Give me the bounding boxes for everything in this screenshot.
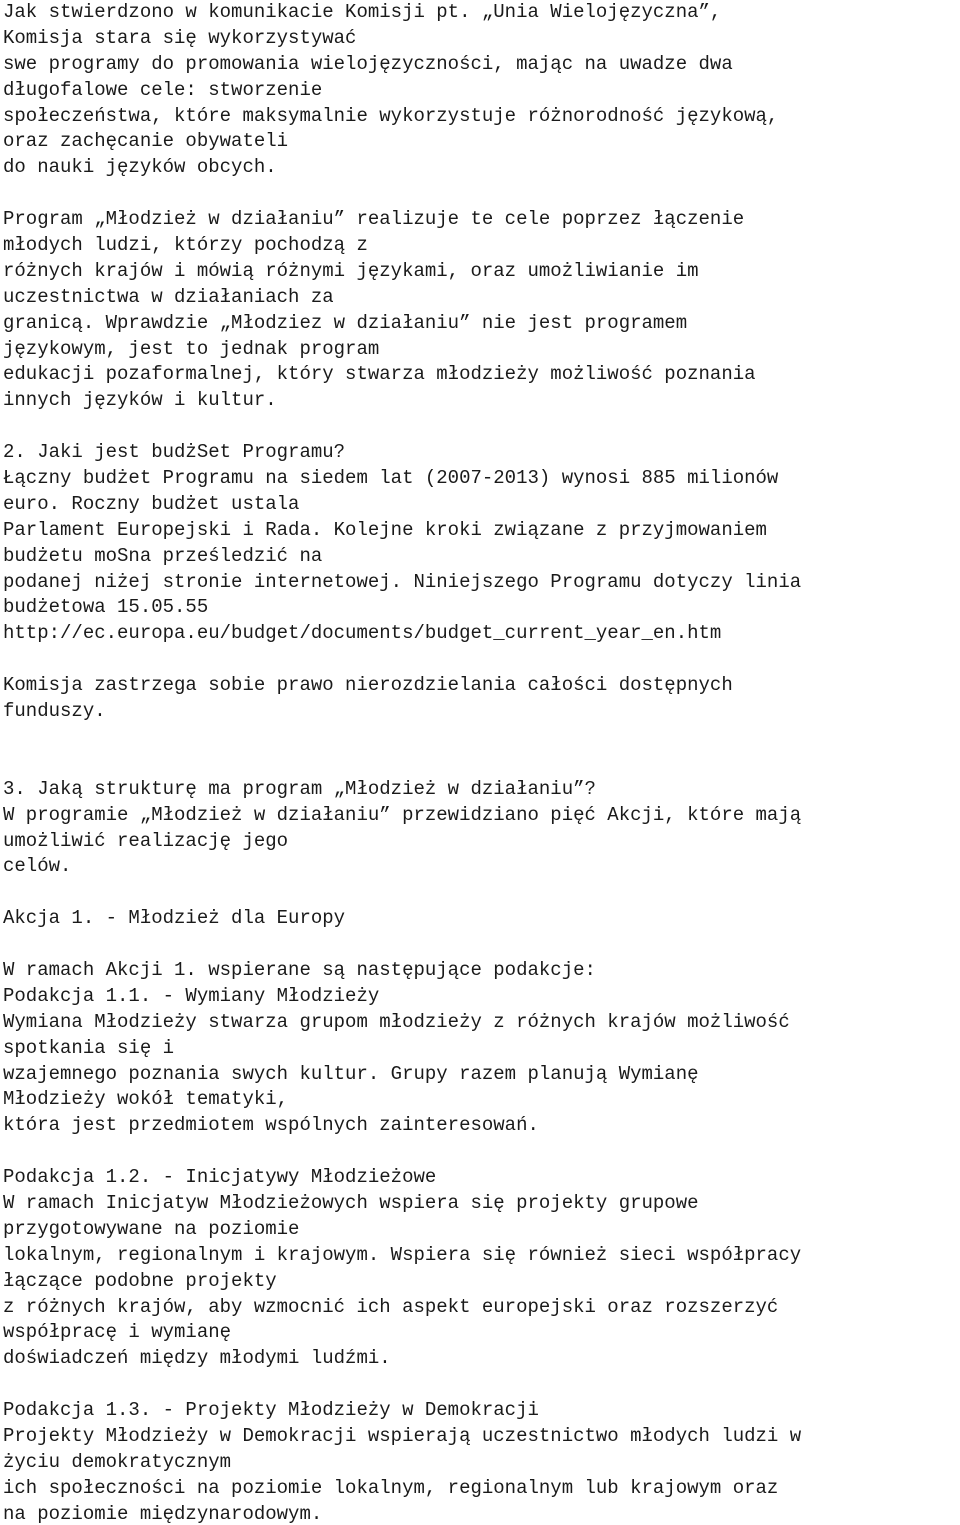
text-line: Podakcja 1.2. - Inicjatywy Młodzieżowe: [3, 1166, 437, 1189]
text-line: 3. Jaką strukturę ma program „Młodzież w działaniu”?: [3, 777, 596, 800]
text-line: oraz zachęcanie obywateli: [3, 130, 289, 153]
text-line: 2. Jaki jest budżSet Programu?: [3, 441, 346, 464]
text-line: różnych krajów i mówią różnymi językami, oraz umożliwianie im: [3, 259, 699, 282]
text-line: społeczeństwa, które maksymalnie wykorzystuje różnorodność językową,: [3, 104, 779, 127]
text-line: Podakcja 1.3. - Projekty Młodzieży w Demokracji: [3, 1399, 539, 1422]
blank-line: [3, 751, 960, 777]
text-line: wzajemnego poznania swych kultur. Grupy razem planują Wymianę: [3, 1062, 699, 1085]
text-line: umożliwić realizację jego: [3, 829, 289, 852]
text-line: która jest przedmiotem wspólnych zainteresowań.: [3, 1114, 539, 1137]
text-line: współpracę i wymianę: [3, 1321, 232, 1344]
text-line: z różnych krajów, aby wzmocnić ich aspekt europejski oraz rozszerzyć: [3, 1295, 779, 1318]
text-line: edukacji pozaformalnej, który stwarza młodzieży możliwość poznania: [3, 363, 756, 386]
text-line: granicą. Wprawdzie „Młodziez w działaniu” nie jest programem: [3, 311, 688, 334]
text-line: lokalnym, regionalnym i krajowym. Wspiera się również sieci współpracy: [3, 1243, 802, 1266]
text-line: Wymiana Młodzieży stwarza grupom młodzieży z różnych krajów możliwość: [3, 1010, 790, 1033]
text-line: na poziomie międzynarodowym.: [3, 1502, 323, 1525]
text-line: Akcja 1. - Młodzież dla Europy: [3, 907, 346, 930]
text-line: Podakcja 1.1. - Wymiany Młodzieży: [3, 984, 380, 1007]
text-line: językowym, jest to jednak program: [3, 337, 380, 360]
text-line: innych języków i kultur.: [3, 389, 277, 412]
text-line: budżetowa 15.05.55: [3, 596, 209, 619]
text-line: http://ec.europa.eu/budget/documents/budget_current_year_en.htm: [3, 622, 722, 645]
blank-line: [3, 1139, 960, 1165]
text-line: młodych ludzi, którzy pochodzą z: [3, 234, 368, 257]
document-body: [3, 0, 960, 1525]
text-line: długofalowe cele: stworzenie: [3, 78, 323, 101]
text-line: do nauki języków obcych.: [3, 156, 277, 179]
text-line: Parlament Europejski i Rada. Kolejne kroki związane z przyjmowaniem: [3, 518, 767, 541]
text-line: Jak stwierdzono w komunikacie Komisji pt. „Unia Wielojęzyczna”,: [3, 1, 722, 23]
blank-line: [3, 932, 960, 958]
text-line: Projekty Młodzieży w Demokracji wspierają uczestnictwo młodych ludzi w: [3, 1424, 802, 1447]
text-line: Komisja zastrzega sobie prawo nierozdzielania całości dostępnych: [3, 674, 733, 697]
blank-line: [3, 414, 960, 440]
text-line: W programie „Młodzież w działaniu” przewidziano pięć Akcji, które mają: [3, 803, 802, 826]
blank-line: [3, 725, 960, 751]
text-line: doświadczeń między młodymi ludźmi.: [3, 1347, 391, 1370]
text-line: ich społeczności na poziomie lokalnym, regionalnym lub krajowym oraz: [3, 1476, 779, 1499]
text-line: życiu demokratycznym: [3, 1450, 232, 1473]
text-line: budżetu moSna prześledzić na: [3, 544, 323, 567]
text-line: uczestnictwa w działaniach za: [3, 285, 334, 308]
text-line: Łączny budżet Programu na siedem lat (2007-2013) wynosi 885 milionów: [3, 467, 779, 490]
text-line: Komisja stara się wykorzystywać: [3, 26, 357, 49]
text-line: swe programy do promowania wielojęzyczności, mając na uwadze dwa: [3, 52, 733, 75]
text-line: W ramach Akcji 1. wspierane są następujące podakcje:: [3, 958, 596, 981]
text-line: Młodzieży wokół tematyki,: [3, 1088, 289, 1111]
blank-line: [3, 1372, 960, 1398]
text-line: euro. Roczny budżet ustala: [3, 492, 300, 515]
text-line: łączące podobne projekty: [3, 1269, 277, 1292]
text-line: funduszy.: [3, 700, 106, 723]
blank-line: [3, 647, 960, 673]
blank-line: [3, 880, 960, 906]
text-line: przygotowywane na poziomie: [3, 1217, 300, 1240]
text-line: celów.: [3, 855, 72, 878]
text-line: spotkania się i: [3, 1036, 175, 1059]
text-line: podanej niżej stronie internetowej. Niniejszego Programu dotyczy linia: [3, 570, 802, 593]
blank-line: [3, 181, 960, 207]
text-line: W ramach Inicjatyw Młodzieżowych wspiera się projekty grupowe: [3, 1191, 699, 1214]
text-line: Program „Młodzież w działaniu” realizuje te cele poprzez łączenie: [3, 208, 745, 231]
